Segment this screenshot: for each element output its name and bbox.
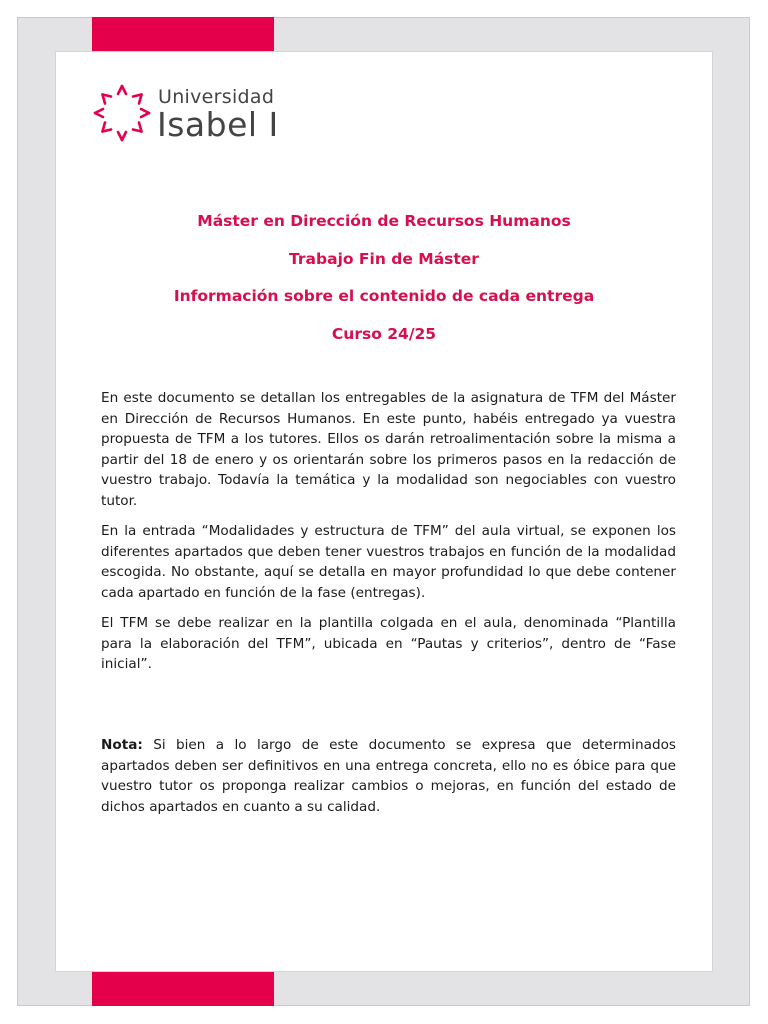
body-paragraph: El TFM se debe realizar en la plantilla colgada en el aula, denominada “Plantilla para la elaboración del TFM”, ubicada en “Pautas y criterios”, dentro de “Fase inicial”. <box>101 615 676 672</box>
logo-name-label: Isabel I <box>157 105 279 144</box>
note-label: Nota: <box>101 737 143 753</box>
document-title-block <box>55 208 713 358</box>
note-paragraph <box>101 735 676 817</box>
top-accent-bar <box>92 17 274 51</box>
academic-year-title: Curso 24/25 <box>331 324 437 343</box>
document-subject-title: Información sobre el contenido de cada entrega <box>173 287 595 305</box>
program-title: Máster en Dirección de Recursos Humanos <box>197 212 571 230</box>
course-title: Trabajo Fin de Máster <box>289 249 479 268</box>
bottom-accent-bar <box>92 972 274 1006</box>
document-body <box>101 388 676 685</box>
logo-university-label: Universidad <box>158 86 275 108</box>
body-paragraph: En este documento se detallan los entregables de la asignatura de TFM del Máster en Dirección de Recursos Humanos. En este punto, habéis entregado ya vuestra propuesta de TFM a los tutores. Ellos os darán retroalimentación sobre la misma a partir del 18 de enero y os orientarán sobre los primeros pasos en la redacción de vuestro trabajo. Todavía la temática y la modalidad son negociables con vuestro tutor. <box>101 390 676 509</box>
university-logo <box>90 82 290 144</box>
body-paragraph: En la entrada “Modalidades y estructura de TFM” del aula virtual, se exponen los diferentes apartados que deben tener vuestros trabajos en función de la modalidad escogida. No obstante, aquí se detalla en mayor profundidad lo que debe contener cada apartado en función de la fase (entregas). <box>101 523 676 601</box>
star-ring-logo-icon <box>90 82 154 144</box>
note-text: Si bien a lo largo de este documento se expresa que determinados apartados deben ser definitivos en una entrega concreta, ello no es óbice para que vuestro tutor os proponga realizar cambios o mejoras, en función del estado de dichos apartados en cuanto a su calidad. <box>101 737 676 815</box>
